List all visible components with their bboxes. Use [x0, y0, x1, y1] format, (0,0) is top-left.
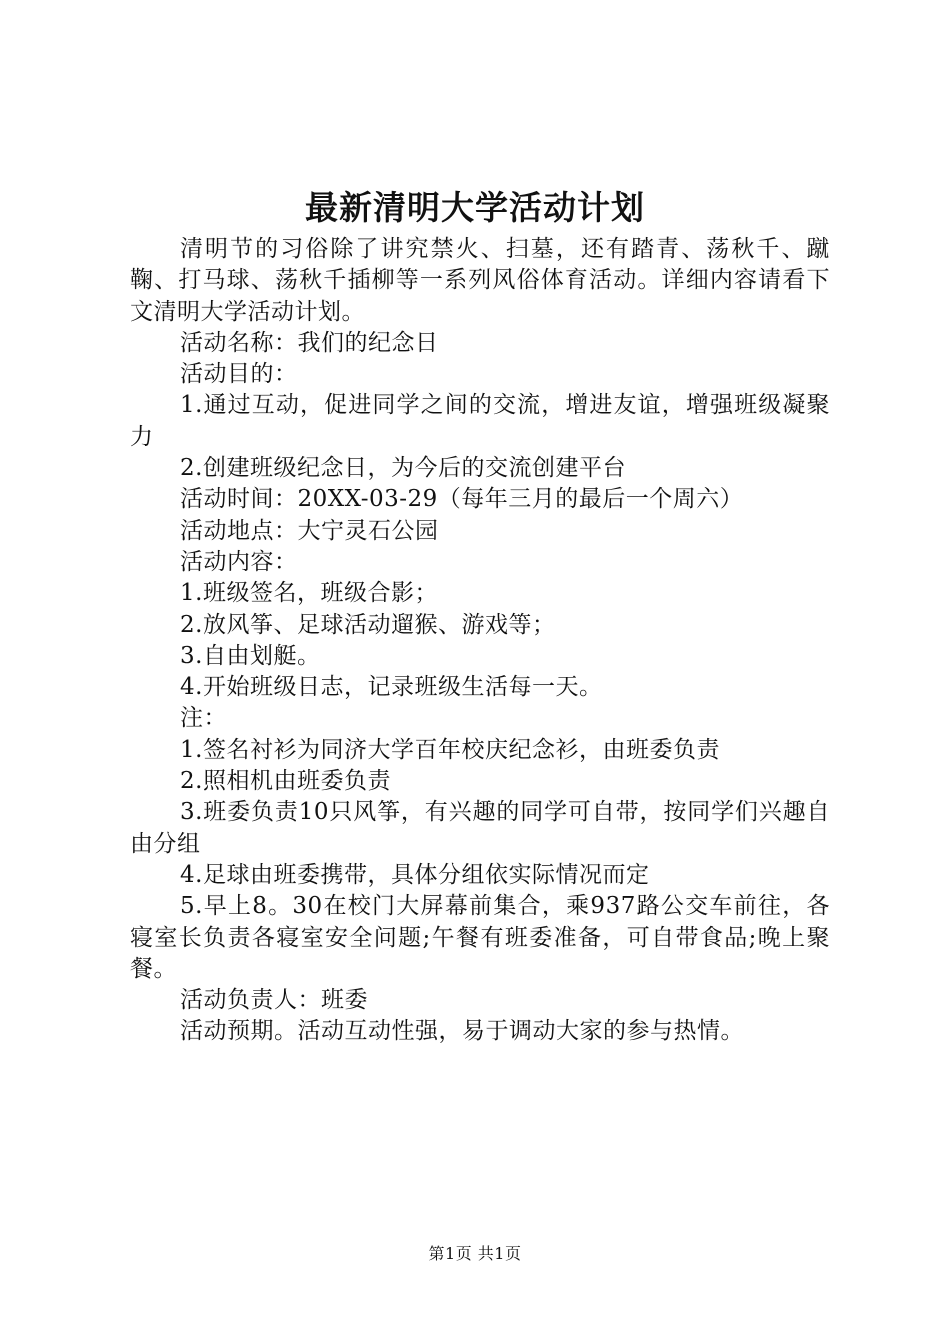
activity-location-line: 活动地点：大宁灵石公园 — [180, 517, 439, 544]
page-number-footer: 第1页 共1页 — [428, 1244, 522, 1263]
purpose-item-1: 1.通过互动，促进同学之间的交流，增进友谊，增强班级凝聚力 — [130, 392, 830, 450]
note-item-1: 1.签名衬衫为同济大学百年校庆纪念衫，由班委负责 — [180, 736, 720, 763]
activity-name-line: 活动名称：我们的纪念日 — [180, 329, 439, 356]
document-body — [130, 234, 830, 1048]
activity-content-heading: 活动内容： — [180, 548, 298, 575]
intro-paragraph: 清明节的习俗除了讲究禁火、扫墓，还有踏青、荡秋千、蹴鞠、打马球、荡秋千插柳等一系列风俗体育活动。详细内容请看下文清明大学活动计划。 — [130, 236, 830, 325]
note-item-4: 4.足球由班委携带，具体分组依实际情况而定 — [180, 861, 650, 888]
document-title: 最新清明大学活动计划 — [305, 188, 645, 227]
note-item-5: 5.早上8。30在校门大屏幕前集合，乘937路公交车前往，各寝室长负责各寝室安全问题;午餐有班委准备，可自带食品;晚上聚餐。 — [130, 893, 830, 982]
activity-expectation-line: 活动预期。活动互动性强，易于调动大家的参与热情。 — [180, 1018, 744, 1045]
activity-leader-line: 活动负责人：班委 — [180, 987, 368, 1014]
notes-heading: 注： — [180, 705, 227, 732]
note-item-2: 2.照相机由班委负责 — [180, 768, 391, 795]
activity-purpose-heading: 活动目的： — [180, 361, 298, 388]
activity-time-line: 活动时间：20XX-03-29（每年三月的最后一个周六） — [180, 486, 744, 513]
content-item-3: 3.自由划艇。 — [180, 642, 321, 669]
content-item-1: 1.班级签名，班级合影； — [180, 580, 438, 607]
content-item-4: 4.开始班级日志，记录班级生活每一天。 — [180, 674, 603, 701]
content-item-2: 2.放风筝、足球活动遛猴、游戏等； — [180, 611, 556, 638]
purpose-item-2: 2.创建班级纪念日，为今后的交流创建平台 — [180, 455, 626, 482]
note-item-3: 3.班委负责10只风筝，有兴趣的同学可自带，按同学们兴趣自由分组 — [130, 799, 830, 857]
